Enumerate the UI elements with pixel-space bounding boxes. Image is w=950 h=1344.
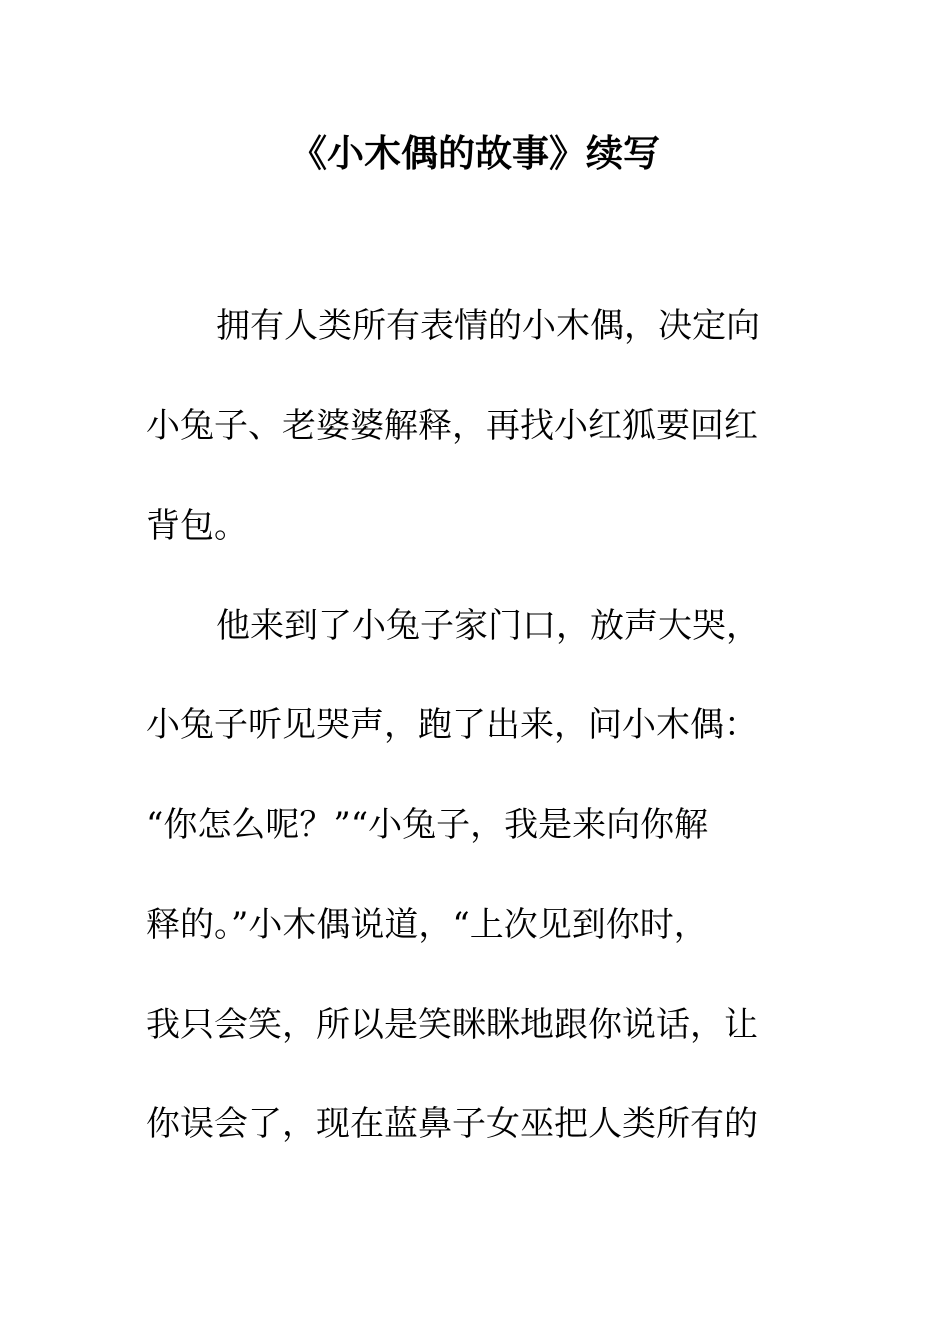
paragraph-2-line-4: 释的。”小木偶说道，“上次见到你时，	[146, 905, 708, 945]
document-title: 《小木偶的故事》续写	[290, 131, 660, 175]
paragraph-2-line-2: 小兔子听见哭声，跑了出来，问小木偶：	[146, 705, 758, 745]
paragraph-2-line-1: 他来到了小兔子家门口，放声大哭，	[216, 606, 760, 646]
paragraph-1-line-3: 背包。	[146, 506, 248, 546]
paragraph-2-line-6: 你误会了，现在蓝鼻子女巫把人类所有的	[146, 1104, 758, 1144]
paragraph-1-line-1: 拥有人类所有表情的小木偶，决定向	[216, 306, 760, 346]
paragraph-2-line-3: “你怎么呢？”“小兔子，我是来向你解	[146, 805, 709, 845]
paragraph-2-line-5: 我只会笑，所以是笑眯眯地跟你说话，让	[146, 1005, 758, 1045]
paragraph-1-line-2: 小兔子、老婆婆解释，再找小红狐要回红	[146, 406, 758, 446]
